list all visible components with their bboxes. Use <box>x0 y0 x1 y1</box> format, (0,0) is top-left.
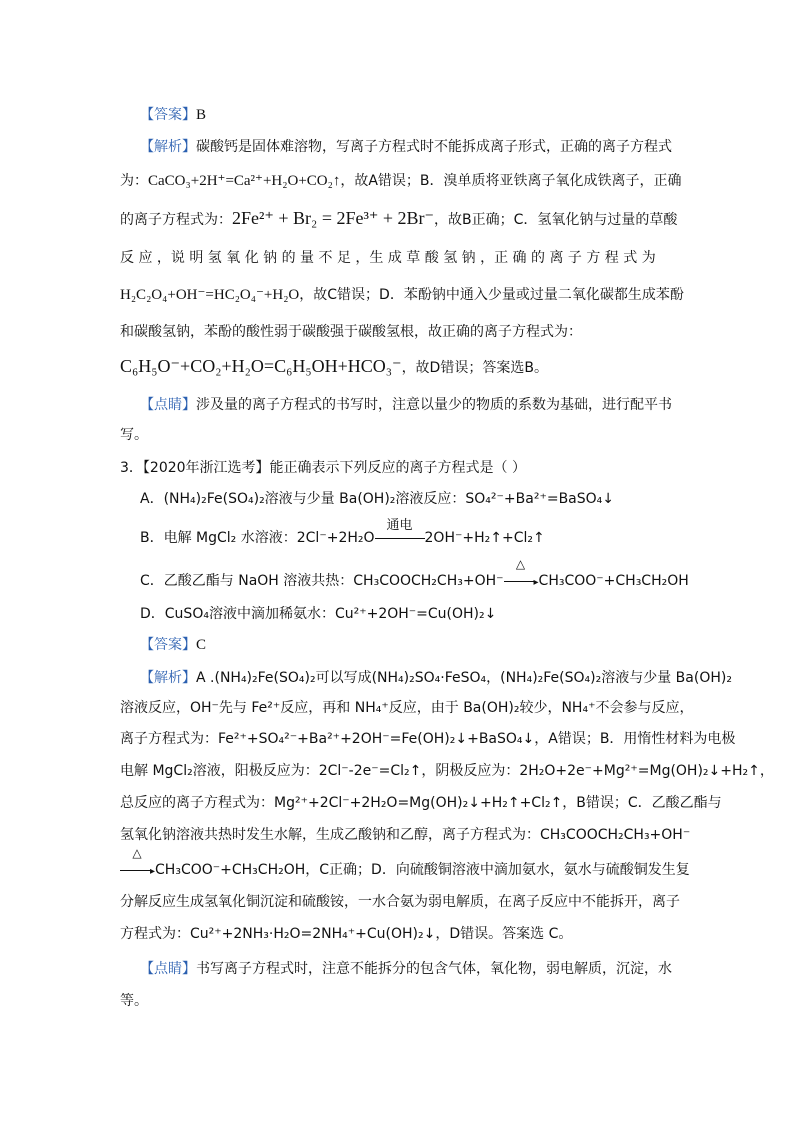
q2-analysis-line-5: H₂C₂O₄+OH⁻=HC₂O₄⁻+H₂O，故C错误；D．苯酚钠中通入少量或过量二氧化碳都生成苯酚 <box>120 287 684 303</box>
analysis-label: 【解析】 <box>140 670 196 686</box>
q3-option-a: A．(NH₄)₂Fe(SO₄)₂溶液与少量 Ba(OH)₂溶液反应：SO₄²⁻+Ba²⁺=BaSO₄↓ <box>140 491 614 507</box>
comment-label: 【点睛】 <box>140 961 196 977</box>
q3-comment-line-1: 【点睛】书写离子方程式时，注意不能拆分的包含气体，氧化物，弱电解质，沉淀，水 <box>140 961 672 977</box>
q3-analysis-line-8: 分解反应生成氢氧化铜沉淀和硫酸铵，一水合氨为弱电解质，在离子反应中不能拆开，离子 <box>120 894 680 910</box>
answer-value: B <box>196 107 207 123</box>
q3-analysis-line-7: △ ▸CH₃COO⁻+CH₃CH₂OH，C正确；D．向硫酸铜溶液中滴加氨水，氨水与硫酸铜发生复 <box>120 859 690 879</box>
q3-analysis-line-3: 离子方程式为：Fe²⁺+SO₄²⁻+Ba²⁺+2OH⁻=Fe(OH)₂↓+BaSO₄↓，A错误；B．用惰性材料为电极 <box>120 731 736 747</box>
equation-caco3: CaCO₃+2H⁺=Ca²⁺+H₂O+CO₂↑ <box>148 173 341 189</box>
q3-analysis-line-1: 【解析】A .(NH₄)₂Fe(SO₄)₂可以写成(NH₄)₂SO₄·FeSO₄，(NH₄)₂Fe(SO₄)₂溶液与少量 Ba(OH)₂ <box>140 670 732 686</box>
q2-comment-line-2: 写。 <box>120 427 148 443</box>
q3-analysis-line-2: 溶液反应，OH⁻先与 Fe²⁺反应，再和 NH₄⁺反应，由于 Ba(OH)₂较少，NH₄⁺不会参与反应， <box>120 700 694 716</box>
condition-arrow-electrolysis <box>375 518 425 546</box>
answer-label: 【答案】 <box>140 107 196 123</box>
q2-analysis-line-2: 为：CaCO₃+2H⁺=Ca²⁺+H₂O+CO₂↑，故A错误；B．溴单质将亚铁离子氧化成铁离子，正确 <box>120 173 682 189</box>
heat-symbol: △ <box>515 557 526 571</box>
condition-arrow-heat: △ ▸ <box>504 571 539 589</box>
q2-analysis-line-7: C₆H₅O⁻+CO₂+H₂O=C₆H₅OH+HCO₃⁻，故D错误；答案选B。 <box>120 356 548 376</box>
q3-analysis-line-5: 总反应的离子方程式为：Mg²⁺+2Cl⁻+2H₂O=Mg(OH)₂↓+H₂↑+Cl₂↑，B错误；C．乙酸乙酯与 <box>120 795 722 811</box>
q3-analysis-line-9: 方程式为：Cu²⁺+2NH₃·H₂O=2NH₄⁺+Cu(OH)₂↓，D错误。答案选 C。 <box>120 926 573 942</box>
arrow-condition-text: 通电 <box>386 518 413 533</box>
comment-label: 【点睛】 <box>140 397 196 413</box>
equation-oxalic: H₂C₂O₄+OH⁻=HC₂O₄⁻+H₂O <box>120 287 300 303</box>
q2-answer-row <box>140 104 206 124</box>
answer-label: 【答案】 <box>140 637 196 653</box>
q2-analysis-line-6: 和碳酸氢钠，苯酚的酸性弱于碳酸强于碳酸氢根，故正确的离子方程式为： <box>120 324 582 340</box>
q2-comment-line-1: 【点睛】涉及量的离子方程式的书写时，注意以量少的物质的系数为基础，进行配平书 <box>140 397 672 413</box>
equation-phenol: C₆H₅O⁻+CO₂+H₂O=C₆H₅OH+HCO₃⁻ <box>120 356 402 376</box>
q2-analysis-line-3: 的离子方程式为：2Fe²⁺ + Br₂ = 2Fe³⁺ + 2Br⁻，故B正确；C．氢氧化钠与过量的草酸 <box>120 208 678 228</box>
condition-arrow-heat: △ ▸ <box>120 860 155 878</box>
q2-analysis-line-1: 【解析】碳酸钙是固体难溶物，写离子方程式时不能拆成离子形式，正确的离子方程式 <box>140 139 672 155</box>
equation-fe-br: 2Fe²⁺ + Br₂ = 2Fe³⁺ + 2Br⁻ <box>232 208 435 228</box>
q2-analysis-line-4: 反 应 ，说 明 氢 氧 化 钠 的 量 不 足 ，生 成 草 酸 氢 钠 ，正 确 的 离 子 方 程 式 为 <box>120 250 656 266</box>
analysis-label: 【解析】 <box>140 139 196 155</box>
q3-answer-row <box>140 634 206 654</box>
q3-analysis-line-4: 电解 MgCl₂溶液，阳极反应为：2Cl⁻-2e⁻=Cl₂↑，阴极反应为：2H₂O+2e⁻+Mg²⁺=Mg(OH)₂↓+H₂↑， <box>120 763 774 779</box>
q3-option-c: C．乙酸乙酯与 NaOH 溶液共热：CH₃COOCH₂CH₃+OH⁻ △ ▸CH₃COO⁻+CH₃CH₂OH <box>140 557 689 589</box>
q3-comment-line-2: 等。 <box>120 993 148 1009</box>
answer-value: C <box>196 637 207 653</box>
q3-option-d: D．CuSO₄溶液中滴加稀氨水：Cu²⁺+2OH⁻=Cu(OH)₂↓ <box>140 606 497 622</box>
q3-stem: 3．【2020年浙江选考】能正确表示下列反应的离子方程式是（ ） <box>120 460 526 476</box>
q3-option-b: B．电解 MgCl₂ 水溶液：2Cl⁻+2H₂O 通电 2OH⁻+H₂↑+Cl₂↑ <box>140 527 545 547</box>
q3-analysis-line-6: 氢氧化钠溶液共热时发生水解，生成乙酸钠和乙醇，离子方程式为：CH₃COOCH₂CH₃+OH⁻ <box>120 827 691 843</box>
heat-symbol: △ <box>132 846 142 860</box>
